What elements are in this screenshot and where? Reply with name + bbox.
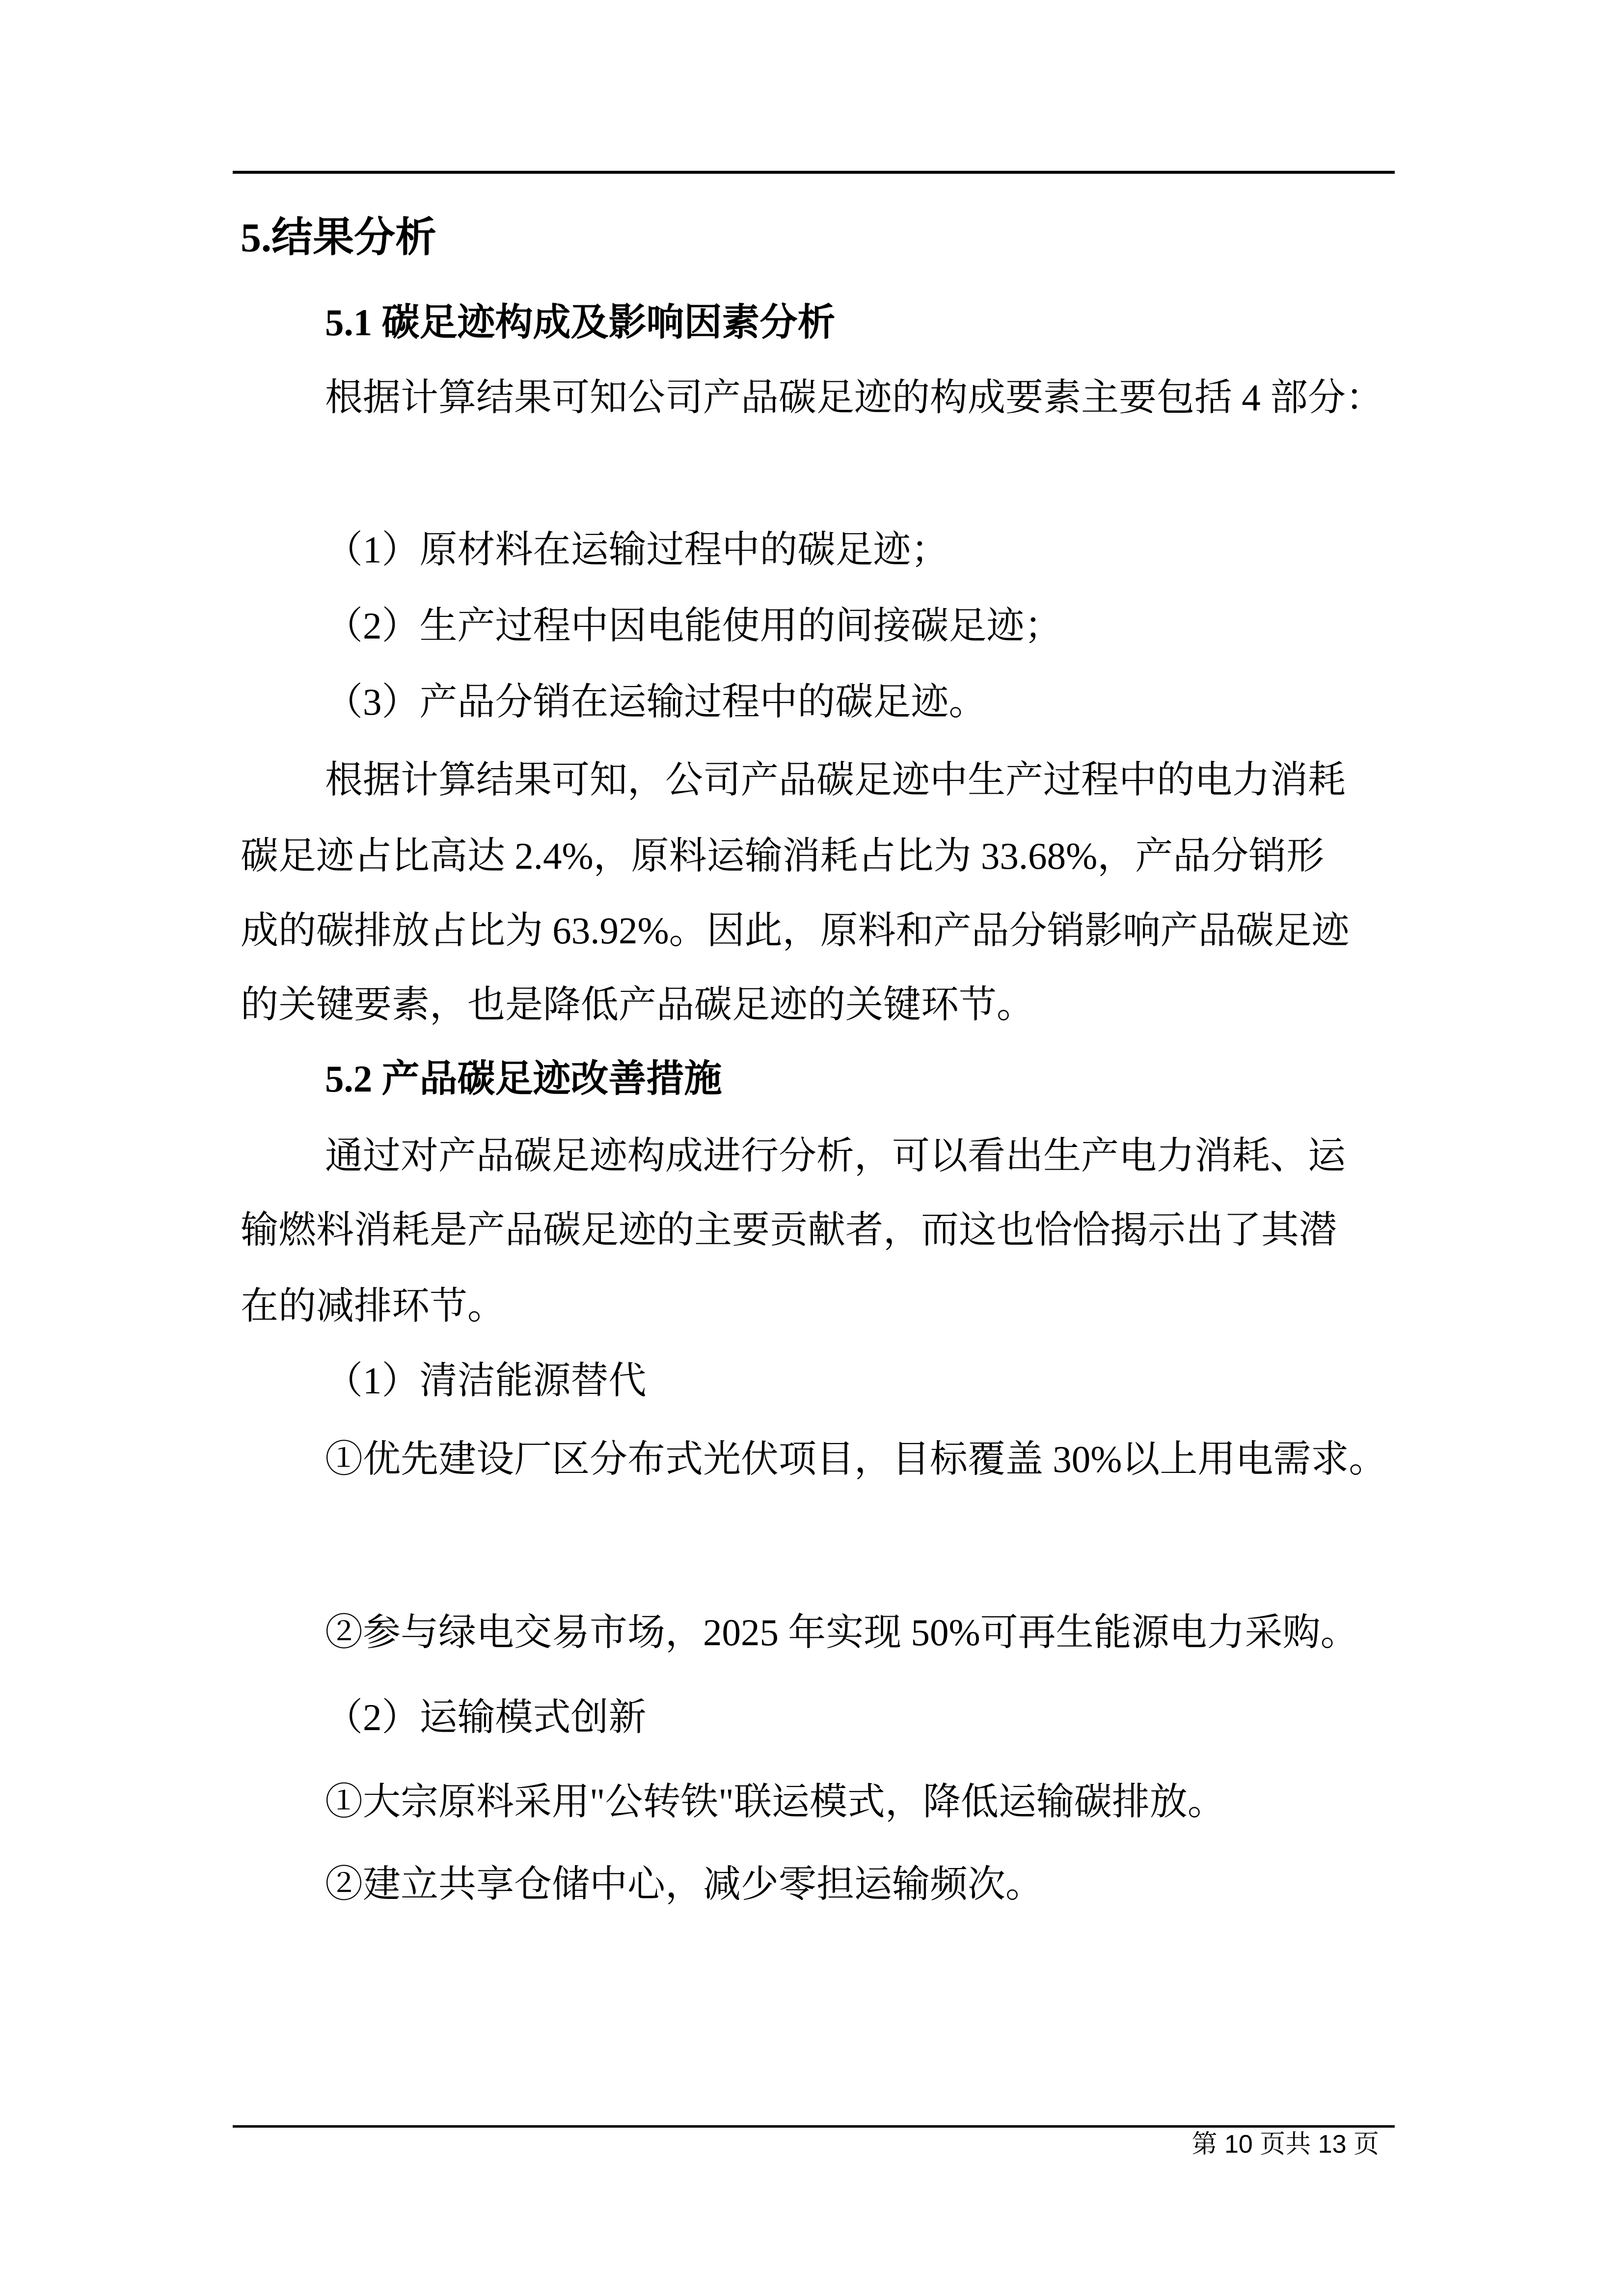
- list-item-1: （1）原材料在运输过程中的碳足迹；: [325, 529, 949, 571]
- subsection-heading-5-2: 5.2 产品碳足迹改善措施: [325, 1058, 722, 1100]
- list-item-clean-energy: （1）清洁能源替代: [325, 1360, 647, 1402]
- sub-item-1: ①大宗原料采用"公转铁"联运模式，降低运输碳排放。: [325, 1781, 1225, 1823]
- header-rule: [233, 171, 1395, 174]
- paragraph-line: 根据计算结果可知，公司产品碳足迹中生产过程中的电力消耗: [325, 759, 1346, 801]
- list-item-3: （3）产品分销在运输过程中的碳足迹。: [325, 681, 987, 723]
- paragraph-line: 碳足迹占比高达 2.4%，原料运输消耗占比为 33.68%，产品分销形: [241, 835, 1325, 877]
- sub-item-1: ①优先建设厂区分布式光伏项目，目标覆盖 30%以上用电需求。: [325, 1438, 1387, 1480]
- paragraph-line: 通过对产品碳足迹构成进行分析，可以看出生产电力消耗、运: [325, 1135, 1346, 1177]
- list-item-transport-mode: （2）运输模式创新: [325, 1696, 647, 1738]
- paragraph-line: 输燃料消耗是产品碳足迹的主要贡献者，而这也恰恰揭示出了其潜: [241, 1209, 1337, 1251]
- paragraph-line: 的关键要素，也是降低产品碳足迹的关键环节。: [241, 984, 1034, 1026]
- paragraph-line: 根据计算结果可知公司产品碳足迹的构成要素主要包括 4 部分：: [325, 376, 1383, 419]
- list-item-2: （2）生产过程中因电能使用的间接碳足迹；: [325, 605, 1062, 647]
- subsection-heading-5-1: 5.1 碳足迹构成及影响因素分析: [325, 301, 836, 344]
- paragraph-line: 成的碳排放占比为 63.92%。因此，原料和产品分销影响产品碳足迹: [241, 909, 1350, 952]
- paragraph-line: 在的减排环节。: [241, 1285, 505, 1327]
- sub-item-2: ②参与绿电交易市场，2025 年实现 50%可再生能源电力采购。: [325, 1611, 1358, 1654]
- sub-item-2: ②建立共享仓储中心，减少零担运输频次。: [325, 1863, 1043, 1905]
- section-heading-5: 5.结果分析: [241, 215, 437, 261]
- footer-page-number: 第 10 页共 13 页: [1191, 2130, 1379, 2159]
- footer-rule: [233, 2125, 1395, 2128]
